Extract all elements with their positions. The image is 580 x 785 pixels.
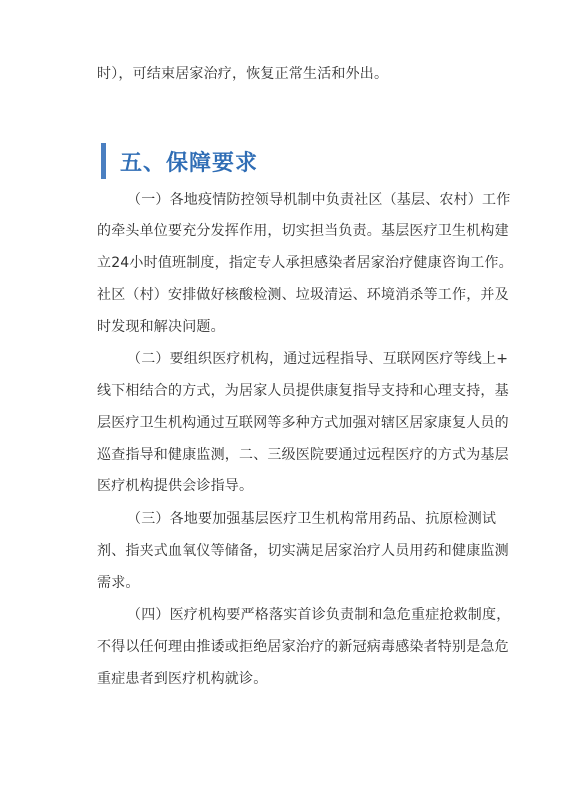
paragraph-4-line-2: 不得以任何理由推诿或拒绝居家治疗的新冠病毒感染者特别是急危 [97, 639, 509, 655]
paragraph-3-line-1: （三）各地要加强基层医疗卫生机构常用药品、抗原检测试 [127, 511, 497, 527]
heading-accent-bar [101, 143, 106, 179]
paragraph-3-line-2: 剂、指夹式血氧仪等储备，切实满足居家治疗人员用药和健康监测 [97, 543, 509, 559]
paragraph-2-line-1: （二）要组织医疗机构，通过远程指导、互联网医疗等线上+ [127, 351, 509, 367]
paragraph-3-line-3: 需求。 [97, 575, 140, 591]
paragraph-1-line-1: （一）各地疫情防控领导机制中负责社区（基层、农村）工作 [127, 192, 511, 208]
paragraph-2-line-5: 医疗机构提供会诊指导。 [97, 478, 254, 494]
paragraph-1-line-2: 的牵头单位要充分发挥作用，切实担当负责。基层医疗卫生机构建 [97, 223, 509, 239]
section-heading [101, 143, 258, 179]
paragraph-2-line-4: 巡查指导和健康监测，二、三级医院要通过远程医疗的方式为基层 [97, 447, 509, 463]
paragraph-2-line-3: 层医疗卫生机构通过互联网等多种方式加强对辖区居家康复人员的 [97, 415, 509, 431]
paragraph-1-line-4: 社区（村）安排做好核酸检测、垃圾清运、环境消杀等工作，并及 [97, 287, 509, 303]
paragraph-1-line-3: 立24小时值班制度，指定专人承担感染者居家治疗健康咨询工作。 [97, 255, 513, 271]
paragraph-1-line-5: 时发现和解决问题。 [97, 319, 225, 335]
continuation-line: 时），可结束居家治疗，恢复正常生活和外出。 [97, 66, 389, 82]
section-title: 五、保障要求 [120, 150, 259, 176]
paragraph-4-line-3: 重症患者到医疗机构就诊。 [97, 671, 268, 687]
paragraph-4-line-1: （四）医疗机构要严格落实首诊负责制和急危重症抢救制度， [127, 607, 511, 623]
paragraph-2-line-2: 线下相结合的方式，为居家人员提供康复指导支持和心理支持，基 [97, 383, 509, 399]
